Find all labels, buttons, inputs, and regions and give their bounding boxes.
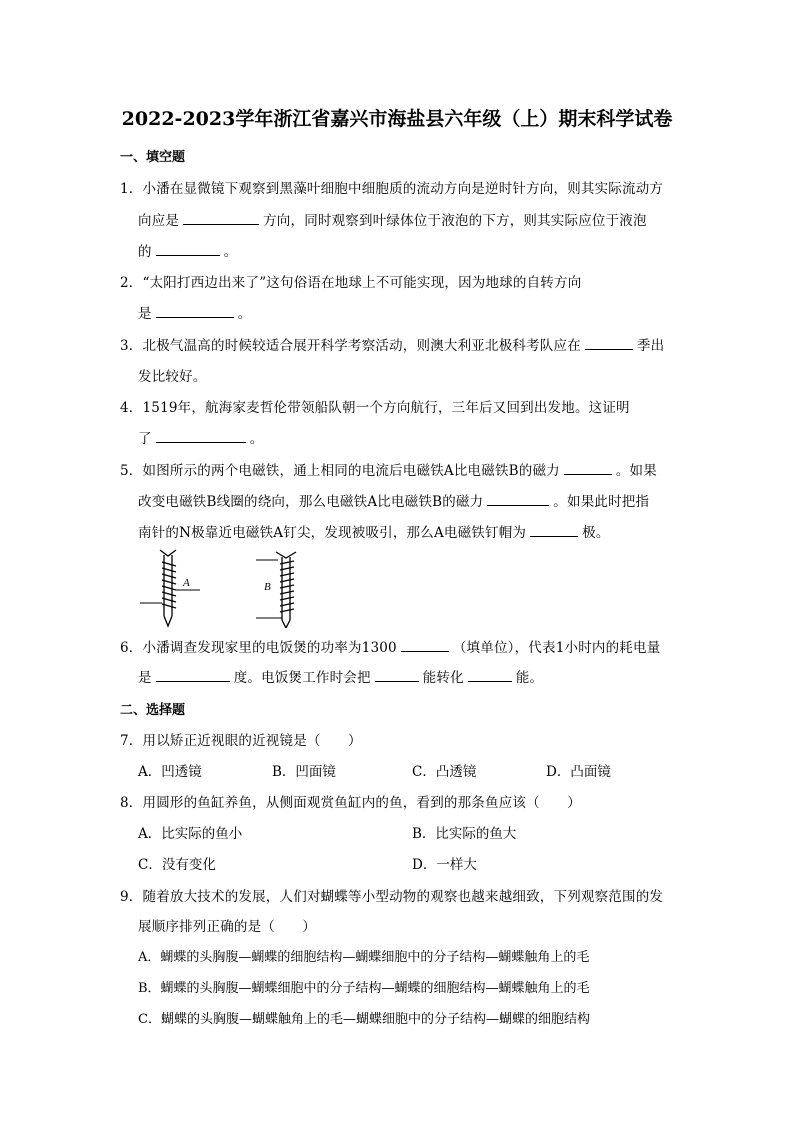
answer-blank[interactable] bbox=[375, 667, 419, 682]
answer-blank[interactable] bbox=[156, 428, 246, 443]
answer-blank[interactable] bbox=[530, 522, 578, 537]
question-4-line-1: 4．1519年，航海家麦哲伦带领船队朝一个方向航行，三年后又回到出发地。这证明 bbox=[120, 400, 630, 416]
question-6-line-1: 6．小潘调查发现家里的电饭煲的功率为1300 （填单位），代表1小时内的耗电量 bbox=[120, 636, 660, 656]
page-title: 2022-2023学年浙江省嘉兴市海盐县六年级（上）期末科学试卷 bbox=[121, 108, 673, 130]
question-5-line-2: 改变电磁铁B线圈的绕向，那么电磁铁A比电磁铁B的磁力 。如果此时把指 bbox=[138, 490, 649, 510]
question-7-option-c[interactable]: C．凸透镜 bbox=[412, 764, 477, 780]
question-4-line-2: 了 。 bbox=[138, 427, 263, 447]
question-8-stem: 8．用圆形的鱼缸养鱼，从侧面观赏鱼缸内的鱼，看到的那条鱼应该（ ） bbox=[120, 795, 581, 811]
answer-blank[interactable] bbox=[585, 335, 633, 350]
question-3-line-1: 3．北极气温高的时候较适合展开科学考察活动，则澳大利亚北极科考队应在 季出 bbox=[120, 334, 664, 354]
question-7-option-a[interactable]: A．凹透镜 bbox=[138, 764, 202, 780]
electromagnet-b-label: B bbox=[264, 581, 271, 593]
question-2-line-1: 2．“太阳打西边出来了”这句俗语在地球上不可能实现，因为地球的自转方向 bbox=[120, 275, 582, 291]
question-9-option-b[interactable]: B．蝴蝶的头胸腹—蝴蝶细胞中的分子结构—蝴蝶的细胞结构—蝴蝶触角上的毛 bbox=[138, 981, 590, 996]
question-7-option-d[interactable]: D．凸面镜 bbox=[546, 764, 611, 780]
question-7-option-b[interactable]: B．凹面镜 bbox=[272, 764, 336, 780]
answer-blank[interactable] bbox=[564, 460, 612, 475]
question-5-line-1: 5．如图所示的两个电磁铁，通上相同的电流后电磁铁A比电磁铁B的磁力 。如果 bbox=[120, 459, 657, 479]
question-8-option-a[interactable]: A．比实际的鱼小 bbox=[138, 826, 243, 842]
question-1-line-1: 1．小潘在显微镜下观察到黑藻叶细胞中细胞质的流动方向是逆时针方向，则其实际流动方 bbox=[120, 181, 664, 197]
question-6-line-2: 是 度。电饭煲工作时会把 能转化 能。 bbox=[138, 666, 543, 686]
question-8-option-d[interactable]: D．一样大 bbox=[412, 857, 477, 873]
answer-blank[interactable] bbox=[468, 667, 512, 682]
question-5-line-3: 南针的N极靠近电磁铁A钉尖，发现被吸引，那么A电磁铁钉帽为 极。 bbox=[138, 521, 610, 541]
question-9-option-c[interactable]: C．蝴蝶的头胸腹—蝴蝶触角上的毛—蝴蝶细胞中的分子结构—蝴蝶的细胞结构 bbox=[138, 1012, 590, 1027]
answer-blank[interactable] bbox=[156, 241, 220, 256]
question-1-line-2: 向应是 方向，同时观察到叶绿体位于液泡的下方，则其实际应位于液泡 bbox=[138, 209, 647, 229]
section-heading-fill-blank: 一、填空题 bbox=[120, 150, 186, 165]
answer-blank[interactable] bbox=[487, 491, 549, 506]
question-9-line-1: 9．随着放大技术的发展，人们对蝴蝶等小型动物的观察也越来越细致，下列观察范围的发 bbox=[120, 889, 664, 905]
question-3-line-2: 发比较好。 bbox=[138, 369, 207, 385]
section-heading-multiple-choice: 二、选择题 bbox=[120, 703, 186, 718]
electromagnet-a-label: A bbox=[183, 577, 190, 589]
electromagnet-a bbox=[140, 550, 200, 626]
question-7-stem: 7．用以矫正近视眼的近视镜是（ ） bbox=[120, 733, 362, 749]
question-9-line-2: 展顺序排列正确的是（ ） bbox=[138, 919, 317, 935]
answer-blank[interactable] bbox=[401, 637, 449, 652]
electromagnet-figure bbox=[140, 548, 315, 628]
answer-blank[interactable] bbox=[156, 303, 234, 318]
question-8-option-c[interactable]: C．没有变化 bbox=[138, 857, 216, 873]
question-8-option-b[interactable]: B．比实际的鱼大 bbox=[412, 826, 517, 842]
question-1-line-3: 的 。 bbox=[138, 240, 237, 260]
question-2-line-2: 是 。 bbox=[138, 302, 251, 322]
electromagnet-b bbox=[256, 552, 296, 628]
answer-blank[interactable] bbox=[183, 210, 259, 225]
question-9-option-a[interactable]: A．蝴蝶的头胸腹—蝴蝶的细胞结构—蝴蝶细胞中的分子结构—蝴蝶触角上的毛 bbox=[138, 950, 590, 965]
answer-blank[interactable] bbox=[156, 667, 230, 682]
